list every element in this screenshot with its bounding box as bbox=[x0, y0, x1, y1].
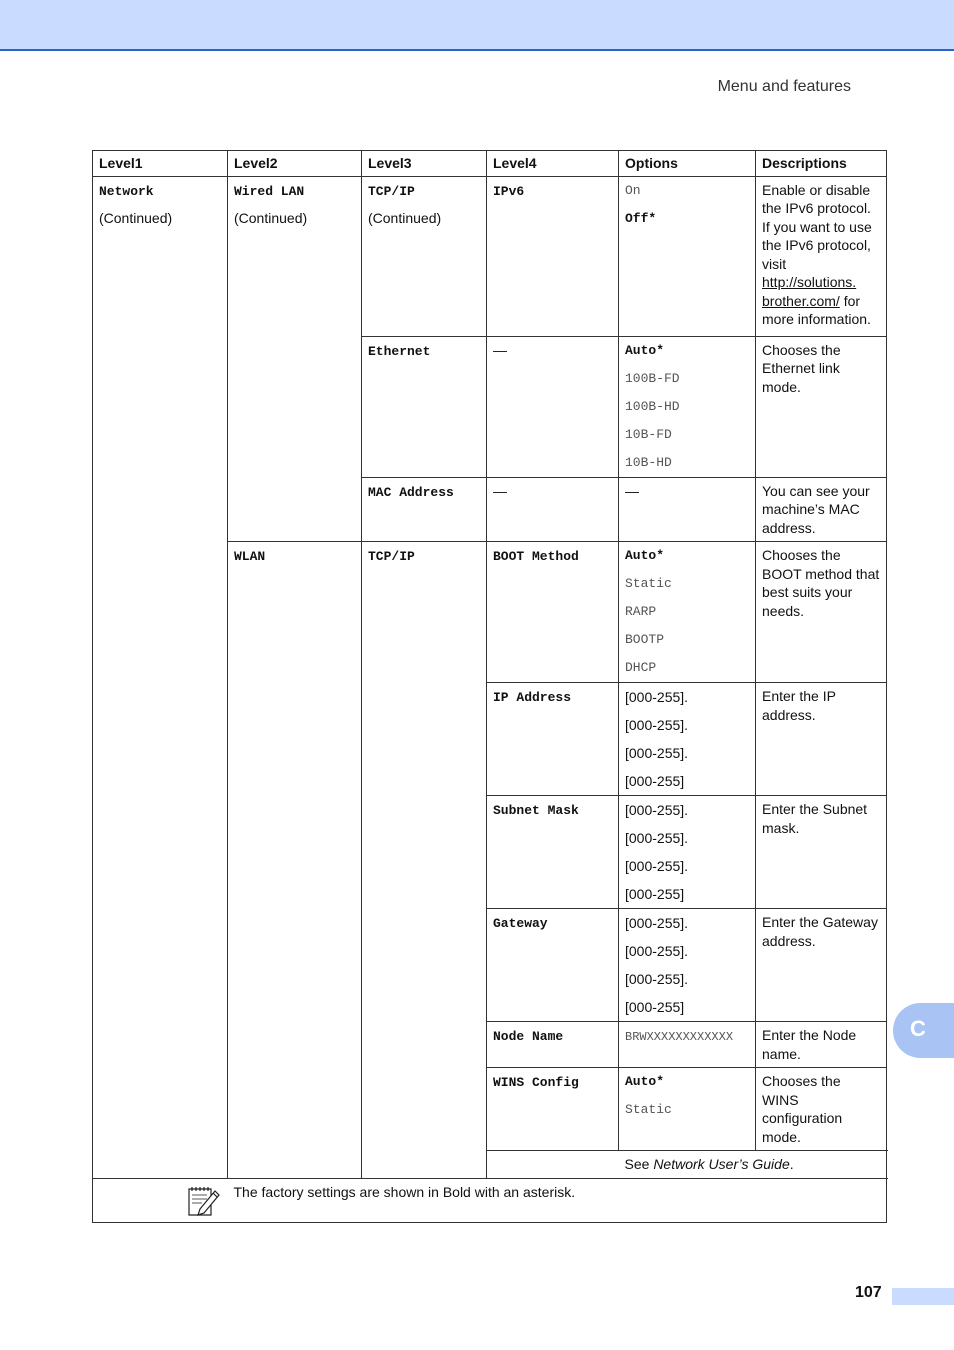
page-number-bar bbox=[892, 1288, 954, 1305]
options-gateway-cell bbox=[619, 909, 756, 1022]
level2-wlan: WLAN bbox=[234, 549, 266, 564]
header-level3: Level3 bbox=[362, 151, 487, 177]
page-header-title: Menu and features bbox=[717, 78, 851, 95]
level1-cell bbox=[93, 176, 228, 1178]
option-bootp: BOOTP bbox=[625, 632, 665, 647]
option-10b-fd: 10B-FD bbox=[625, 426, 672, 442]
level2-wired-lan: Wired LAN bbox=[234, 183, 305, 199]
option-100b-hd: 100B-HD bbox=[625, 398, 680, 414]
chapter-tab-letter: C bbox=[910, 1016, 926, 1041]
level4-ipv6: IPv6 bbox=[493, 183, 525, 199]
level1-continued: (Continued) bbox=[99, 210, 173, 226]
level3-ethernet-cell bbox=[362, 336, 487, 477]
desc-ipv6-text: Enable or disable the IPv6 protocol. If you want to use the IPv6 protocol, visit bbox=[762, 181, 872, 272]
level4-subnet-mask: Subnet Mask bbox=[493, 803, 579, 818]
page-number: 107 bbox=[855, 1284, 882, 1301]
desc-gateway-cell: Enter the Gateway address. bbox=[756, 909, 887, 1022]
option-octet: [000-255]. bbox=[625, 717, 689, 733]
table-row bbox=[93, 1178, 887, 1222]
level4-wins-cell bbox=[487, 1068, 619, 1151]
desc-wins-cell: Chooses the WINS configuration mode. bbox=[756, 1068, 887, 1151]
header-descriptions: Descriptions bbox=[756, 151, 887, 177]
level4-subnet-cell bbox=[487, 796, 619, 909]
options-ethernet-cell bbox=[619, 336, 756, 477]
level4-mac-cell: — bbox=[487, 477, 619, 542]
desc-subnet-cell: Enter the Subnet mask. bbox=[756, 796, 887, 909]
level2-continued: (Continued) bbox=[234, 210, 308, 226]
option-octet: [000-255]. bbox=[625, 802, 689, 818]
options-mac-cell: — bbox=[619, 477, 756, 542]
level3-tcpip: TCP/IP bbox=[368, 183, 415, 199]
option-auto-default: Auto* bbox=[625, 548, 665, 563]
chapter-tab[interactable] bbox=[893, 1003, 954, 1058]
option-10b-hd: 10B-HD bbox=[625, 454, 672, 470]
level3-wlan-tcpip-cell bbox=[362, 542, 487, 1179]
level3-mac-address: MAC Address bbox=[368, 484, 454, 500]
menu-table bbox=[92, 150, 887, 1223]
options-node-cell bbox=[619, 1022, 756, 1068]
desc-ipv6-tail: for more information. bbox=[762, 292, 871, 327]
options-wins-cell bbox=[619, 1068, 756, 1151]
option-octet: [000-255] bbox=[625, 886, 685, 902]
level1-network: Network bbox=[99, 183, 154, 199]
option-octet: [000-255]. bbox=[625, 943, 689, 959]
option-100b-fd: 100B-FD bbox=[625, 370, 680, 386]
desc-boot-cell: Chooses the BOOT method that best suits your needs. bbox=[756, 542, 887, 683]
desc-ip-cell: Enter the IP address. bbox=[756, 683, 887, 796]
option-octet: [000-255] bbox=[625, 773, 685, 789]
level3-wlan-tcpip: TCP/IP bbox=[368, 549, 415, 564]
level3-continued: (Continued) bbox=[368, 210, 442, 226]
options-subnet-cell bbox=[619, 796, 756, 909]
level4-ip-address: IP Address bbox=[493, 690, 572, 705]
level4-node-cell bbox=[487, 1022, 619, 1068]
option-octet: [000-255]. bbox=[625, 858, 689, 874]
see-note-prefix: See bbox=[624, 1156, 654, 1172]
option-static: Static bbox=[625, 576, 672, 591]
level2-wired-cell bbox=[228, 176, 362, 542]
solutions-link-part1[interactable]: http://solutions. bbox=[762, 274, 857, 290]
level4-node-name: Node Name bbox=[493, 1029, 564, 1044]
top-banner bbox=[0, 0, 954, 51]
note-pencil-icon bbox=[186, 1183, 222, 1222]
header-level4: Level4 bbox=[487, 151, 619, 177]
level4-ethernet-cell bbox=[487, 336, 619, 477]
desc-ethernet-cell: Chooses the Ethernet link mode. bbox=[756, 336, 887, 477]
header-level1: Level1 bbox=[93, 151, 228, 177]
option-octet: [000-255]. bbox=[625, 915, 689, 931]
level3-ethernet: Ethernet bbox=[368, 343, 431, 359]
desc-ipv6-cell bbox=[756, 176, 887, 336]
option-on: On bbox=[625, 182, 641, 198]
table-header-row bbox=[93, 151, 887, 177]
level4-boot-cell bbox=[487, 542, 619, 683]
level2-wlan-cell bbox=[228, 542, 362, 1179]
table-row bbox=[93, 176, 887, 336]
option-auto-default: Auto* bbox=[625, 342, 665, 358]
option-octet: [000-255] bbox=[625, 999, 685, 1015]
level4-boot-method: BOOT Method bbox=[493, 549, 579, 564]
see-note-suffix: . bbox=[789, 1156, 794, 1172]
options-ipv6-cell bbox=[619, 176, 756, 336]
option-octet: [000-255]. bbox=[625, 745, 689, 761]
see-note-spacer bbox=[487, 1151, 619, 1179]
solutions-link-part2[interactable]: brother.com/ bbox=[762, 292, 840, 309]
option-rarp: RARP bbox=[625, 604, 657, 619]
see-note-cell bbox=[619, 1151, 887, 1179]
desc-mac-cell: You can see your machine’s MAC address. bbox=[756, 477, 887, 542]
options-ip-cell bbox=[619, 683, 756, 796]
header-level2: Level2 bbox=[228, 151, 362, 177]
option-off-default: Off* bbox=[625, 210, 657, 226]
level4-ip-cell bbox=[487, 683, 619, 796]
header-options: Options bbox=[619, 151, 756, 177]
option-octet: [000-255]. bbox=[625, 689, 689, 705]
level3-tcpip-cell bbox=[362, 176, 487, 336]
options-boot-cell bbox=[619, 542, 756, 683]
see-note-guide: Network User’s Guide bbox=[653, 1156, 790, 1172]
level3-mac-cell bbox=[362, 477, 487, 542]
level4-dash: — bbox=[493, 341, 507, 358]
level4-wins-config: WINS Config bbox=[493, 1075, 579, 1090]
level4-gateway-cell bbox=[487, 909, 619, 1022]
desc-node-cell: Enter the Node name. bbox=[756, 1022, 887, 1068]
level4-gateway: Gateway bbox=[493, 916, 548, 931]
option-node-name: BRWXXXXXXXXXXXX bbox=[625, 1030, 734, 1044]
option-auto-default: Auto* bbox=[625, 1074, 665, 1089]
option-octet: [000-255]. bbox=[625, 830, 689, 846]
option-octet: [000-255]. bbox=[625, 971, 689, 987]
option-static: Static bbox=[625, 1102, 672, 1117]
factory-note-cell: The factory settings are shown in Bold with an asterisk. bbox=[228, 1178, 887, 1222]
note-icon-cell bbox=[93, 1178, 228, 1222]
level4-ipv6-cell bbox=[487, 176, 619, 336]
option-dhcp: DHCP bbox=[625, 660, 657, 675]
